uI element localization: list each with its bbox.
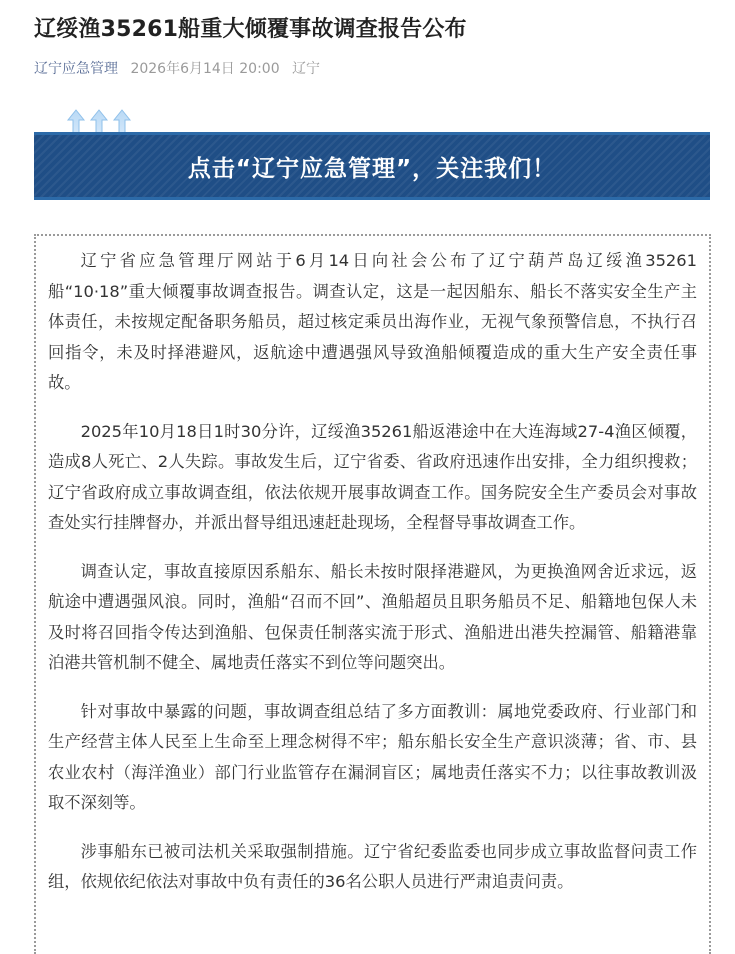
article-paragraph: 辽宁省应急管理厅网站于6月14日向社会公布了辽宁葫芦岛辽绥渔35261船“10·18”重大倾覆事故调查报告。调查认定，这是一起因船东、船长不落实安全生产主体责任，未按规定配备职务船员，超过核定乘员出海作业，无视气象预警信息，不执行召回指令，未及时择港避风，返航途中遭遇强风导致渔船倾覆造成的重大生产安全责任事故。 <box>48 251 697 392</box>
publish-date: 2026年6月14日 20:00 <box>130 61 280 77</box>
follow-banner-text: 点击“辽宁应急管理”，关注我们！ <box>187 155 557 182</box>
article-meta <box>34 58 328 80</box>
article-paragraph: 2025年10月18日1时30分许，辽绥渔35261船返港途中在大连海域27-4渔区倾覆，造成8人死亡、2人失踪。事故发生后，辽宁省委、省政府迅速作出安排，全力组织搜救；辽宁省政府成立事故调查组，依法依规开展事故调查工作。国务院安全生产委员会对事故查处实行挂牌督办，并派出督导组迅速赶赴现场，全程督导事故调查工作。 <box>48 421 697 532</box>
article-paragraph: 调查认定，事故直接原因系船东、船长未按时限择港避风，为更换渔网舍近求远，返航途中遭遇强风浪。同时，渔船“召而不回”、渔船超员且职务船员不足、船籍地包保人未及时将召回指令传达到渔船、包保责任制落实流于形式、渔船进出港失控漏管、船籍港靠泊港共管机制不健全、属地责任落实不到位等问题突出。 <box>48 561 697 672</box>
account-name-link[interactable]: 辽宁应急管理 <box>34 61 118 77</box>
article-body <box>34 234 711 954</box>
article-paragraph: 涉事船东已被司法机关采取强制措施。辽宁省纪委监委也同步成立事故监督问责工作组，依规依纪依法对事故中负有责任的36名公职人员进行严肃追责问责。 <box>48 841 697 891</box>
article-paragraph: 针对事故中暴露的问题，事故调查组总结了多方面教训：属地党委政府、行业部门和生产经营主体人民至上生命至上理念树得不牢；船东船长安全生产意识淡薄；省、市、县农业农村（海洋渔业）部门行业监管存在漏洞盲区；属地责任落实不力；以往事故教训汲取不深刻等。 <box>48 701 697 812</box>
follow-banner[interactable] <box>34 132 710 200</box>
publish-region: 辽宁 <box>292 61 321 77</box>
article-title: 辽绥渔35261船重大倾覆事故调查报告公布 <box>34 17 467 42</box>
